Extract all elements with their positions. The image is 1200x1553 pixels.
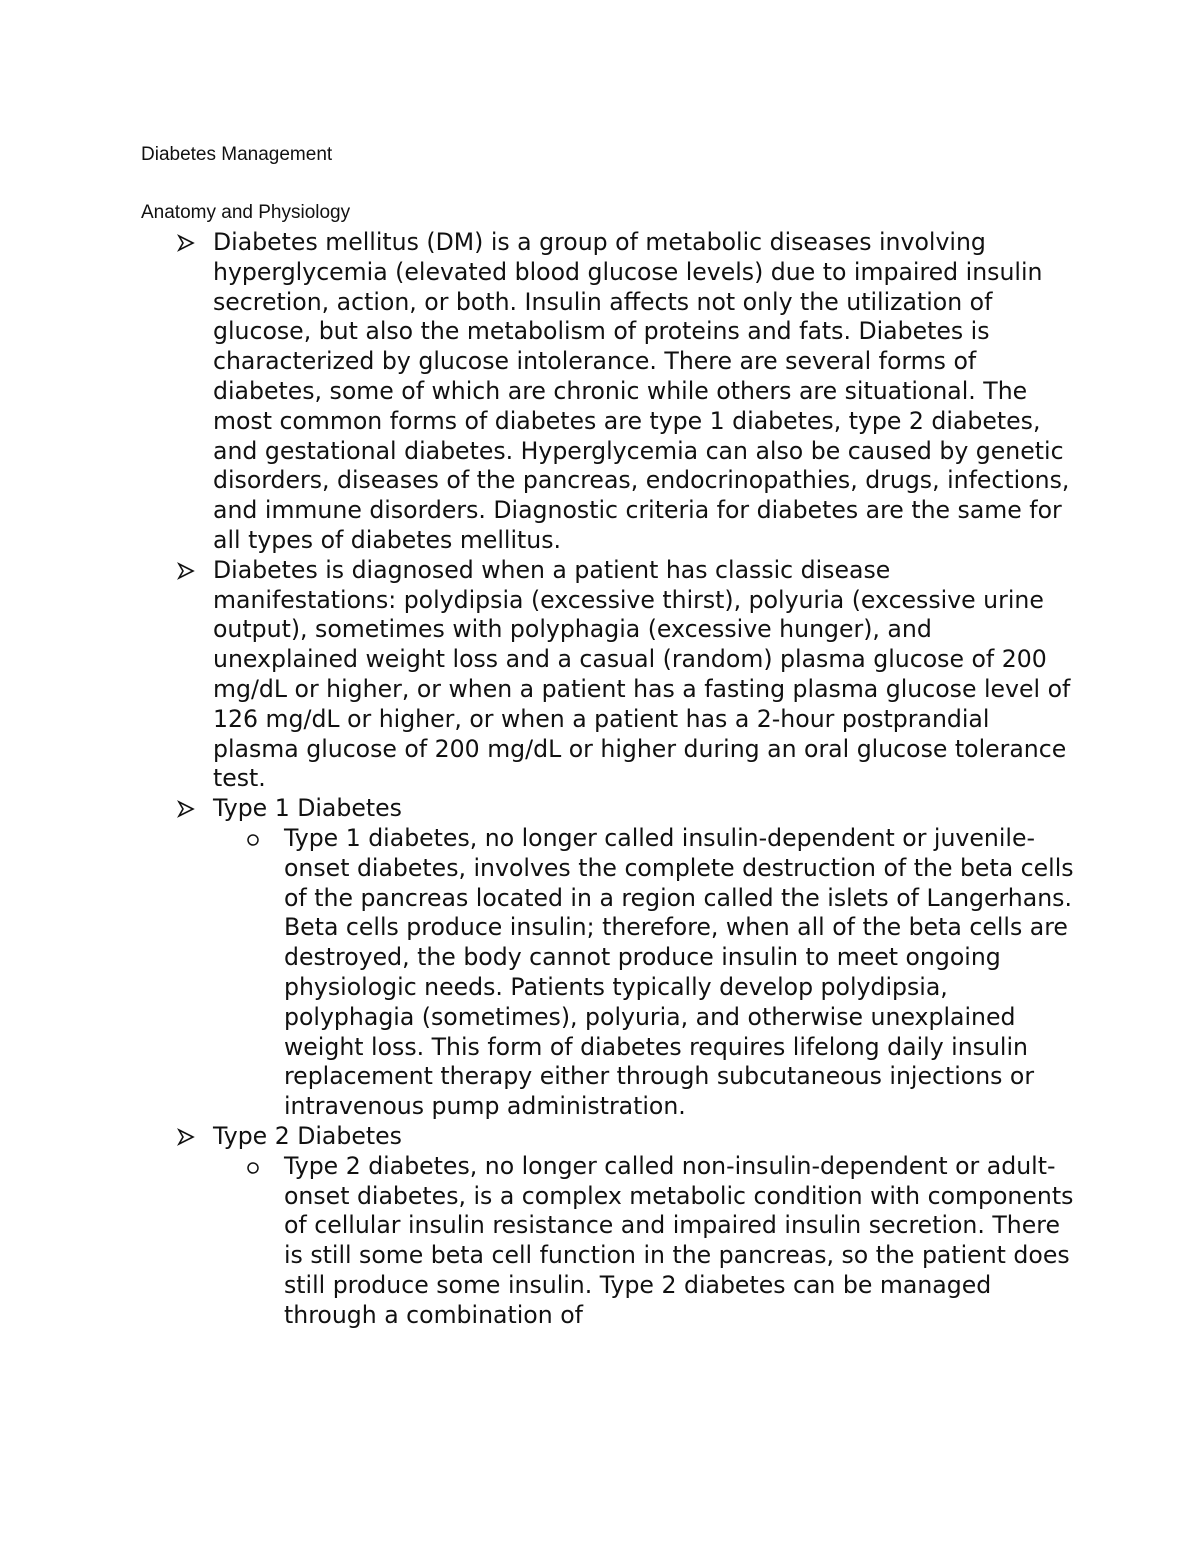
sub-list-item (0, 824, 1074, 1122)
section-heading: Anatomy and Physiology (141, 202, 351, 223)
hollow-circle-bullet-icon (246, 833, 260, 847)
sub-list-item-text: Type 2 diabetes, no longer called non-insulin-dependent or adult-onset diabetes, is a complex metabolic condition with components of cellular insulin resistance and impaired insulin secretion. There is still some beta cell function in the pancreas, so the patient does still produce some insulin. Type 2 diabetes can be managed through a combination of (284, 1151, 1074, 1329)
list-item-text: Diabetes mellitus (DM) is a group of metabolic diseases involving hyperglycemia (elevated blood glucose levels) due to impaired insulin secretion, action, or both. Insulin affects not only the utilization of glucose, but also the metabolism of proteins and fats. Diabetes is characterized by glucose intolerance. There are several forms of diabetes, some of which are chronic while others are situational. The most common forms of diabetes are type 1 diabetes, type 2 diabetes, and gestational diabetes. Hyperglycemia can also be caused by genetic disorders, diseases of the pancreas, endocrinopathies, drugs, infections, and immune disorders. Diagnostic criteria for diabetes are the same for all types of diabetes mellitus. (213, 228, 1070, 554)
bullet-list (0, 228, 1200, 1330)
list-item-text: Type 1 Diabetes (213, 794, 402, 823)
list-item-text: Type 2 Diabetes (213, 1121, 402, 1150)
list-item-text: Diabetes is diagnosed when a patient has classic disease manifestations: polydipsia (excessive thirst), polyuria (excessive urine output), sometimes with polyphagia (excessive hunger), and unexplained weight loss and a casual (random) plasma glucose of 200 mg/dL or higher, or when a patient has a fasting plasma glucose level of 126 mg/dL or higher, or when a patient has a 2-hour postprandial plasma glucose of 200 mg/dL or higher during an oral glucose tolerance test. (213, 555, 1071, 793)
list-item (0, 556, 1073, 794)
sub-list-item (0, 1152, 1074, 1331)
document-title: Diabetes Management (141, 144, 333, 165)
sub-list-item-text: Type 1 diabetes, no longer called insulin-dependent or juvenile-onset diabetes, involves the complete destruction of the beta cells of the pancreas located in a region called the islets of Langerhans. Beta cells produce insulin; therefore, when all of the beta cells are destroyed, the body cannot produce insulin to meet ongoing physiologic needs. Patients typically develop polydipsia, polyphagia (sometimes), polyuria, and otherwise unexplained weight loss. This form of diabetes requires lifelong daily insulin replacement therapy either through subcutaneous injections or intravenous pump administration. (284, 823, 1074, 1121)
arrowhead-bullet-icon (177, 562, 195, 580)
list-item (0, 794, 1073, 824)
hollow-circle-bullet-icon (246, 1161, 260, 1175)
arrowhead-bullet-icon (177, 1128, 195, 1146)
arrowhead-bullet-icon (177, 234, 195, 252)
arrowhead-bullet-icon (177, 800, 195, 818)
list-item (0, 1122, 1073, 1152)
list-item (0, 228, 1073, 556)
